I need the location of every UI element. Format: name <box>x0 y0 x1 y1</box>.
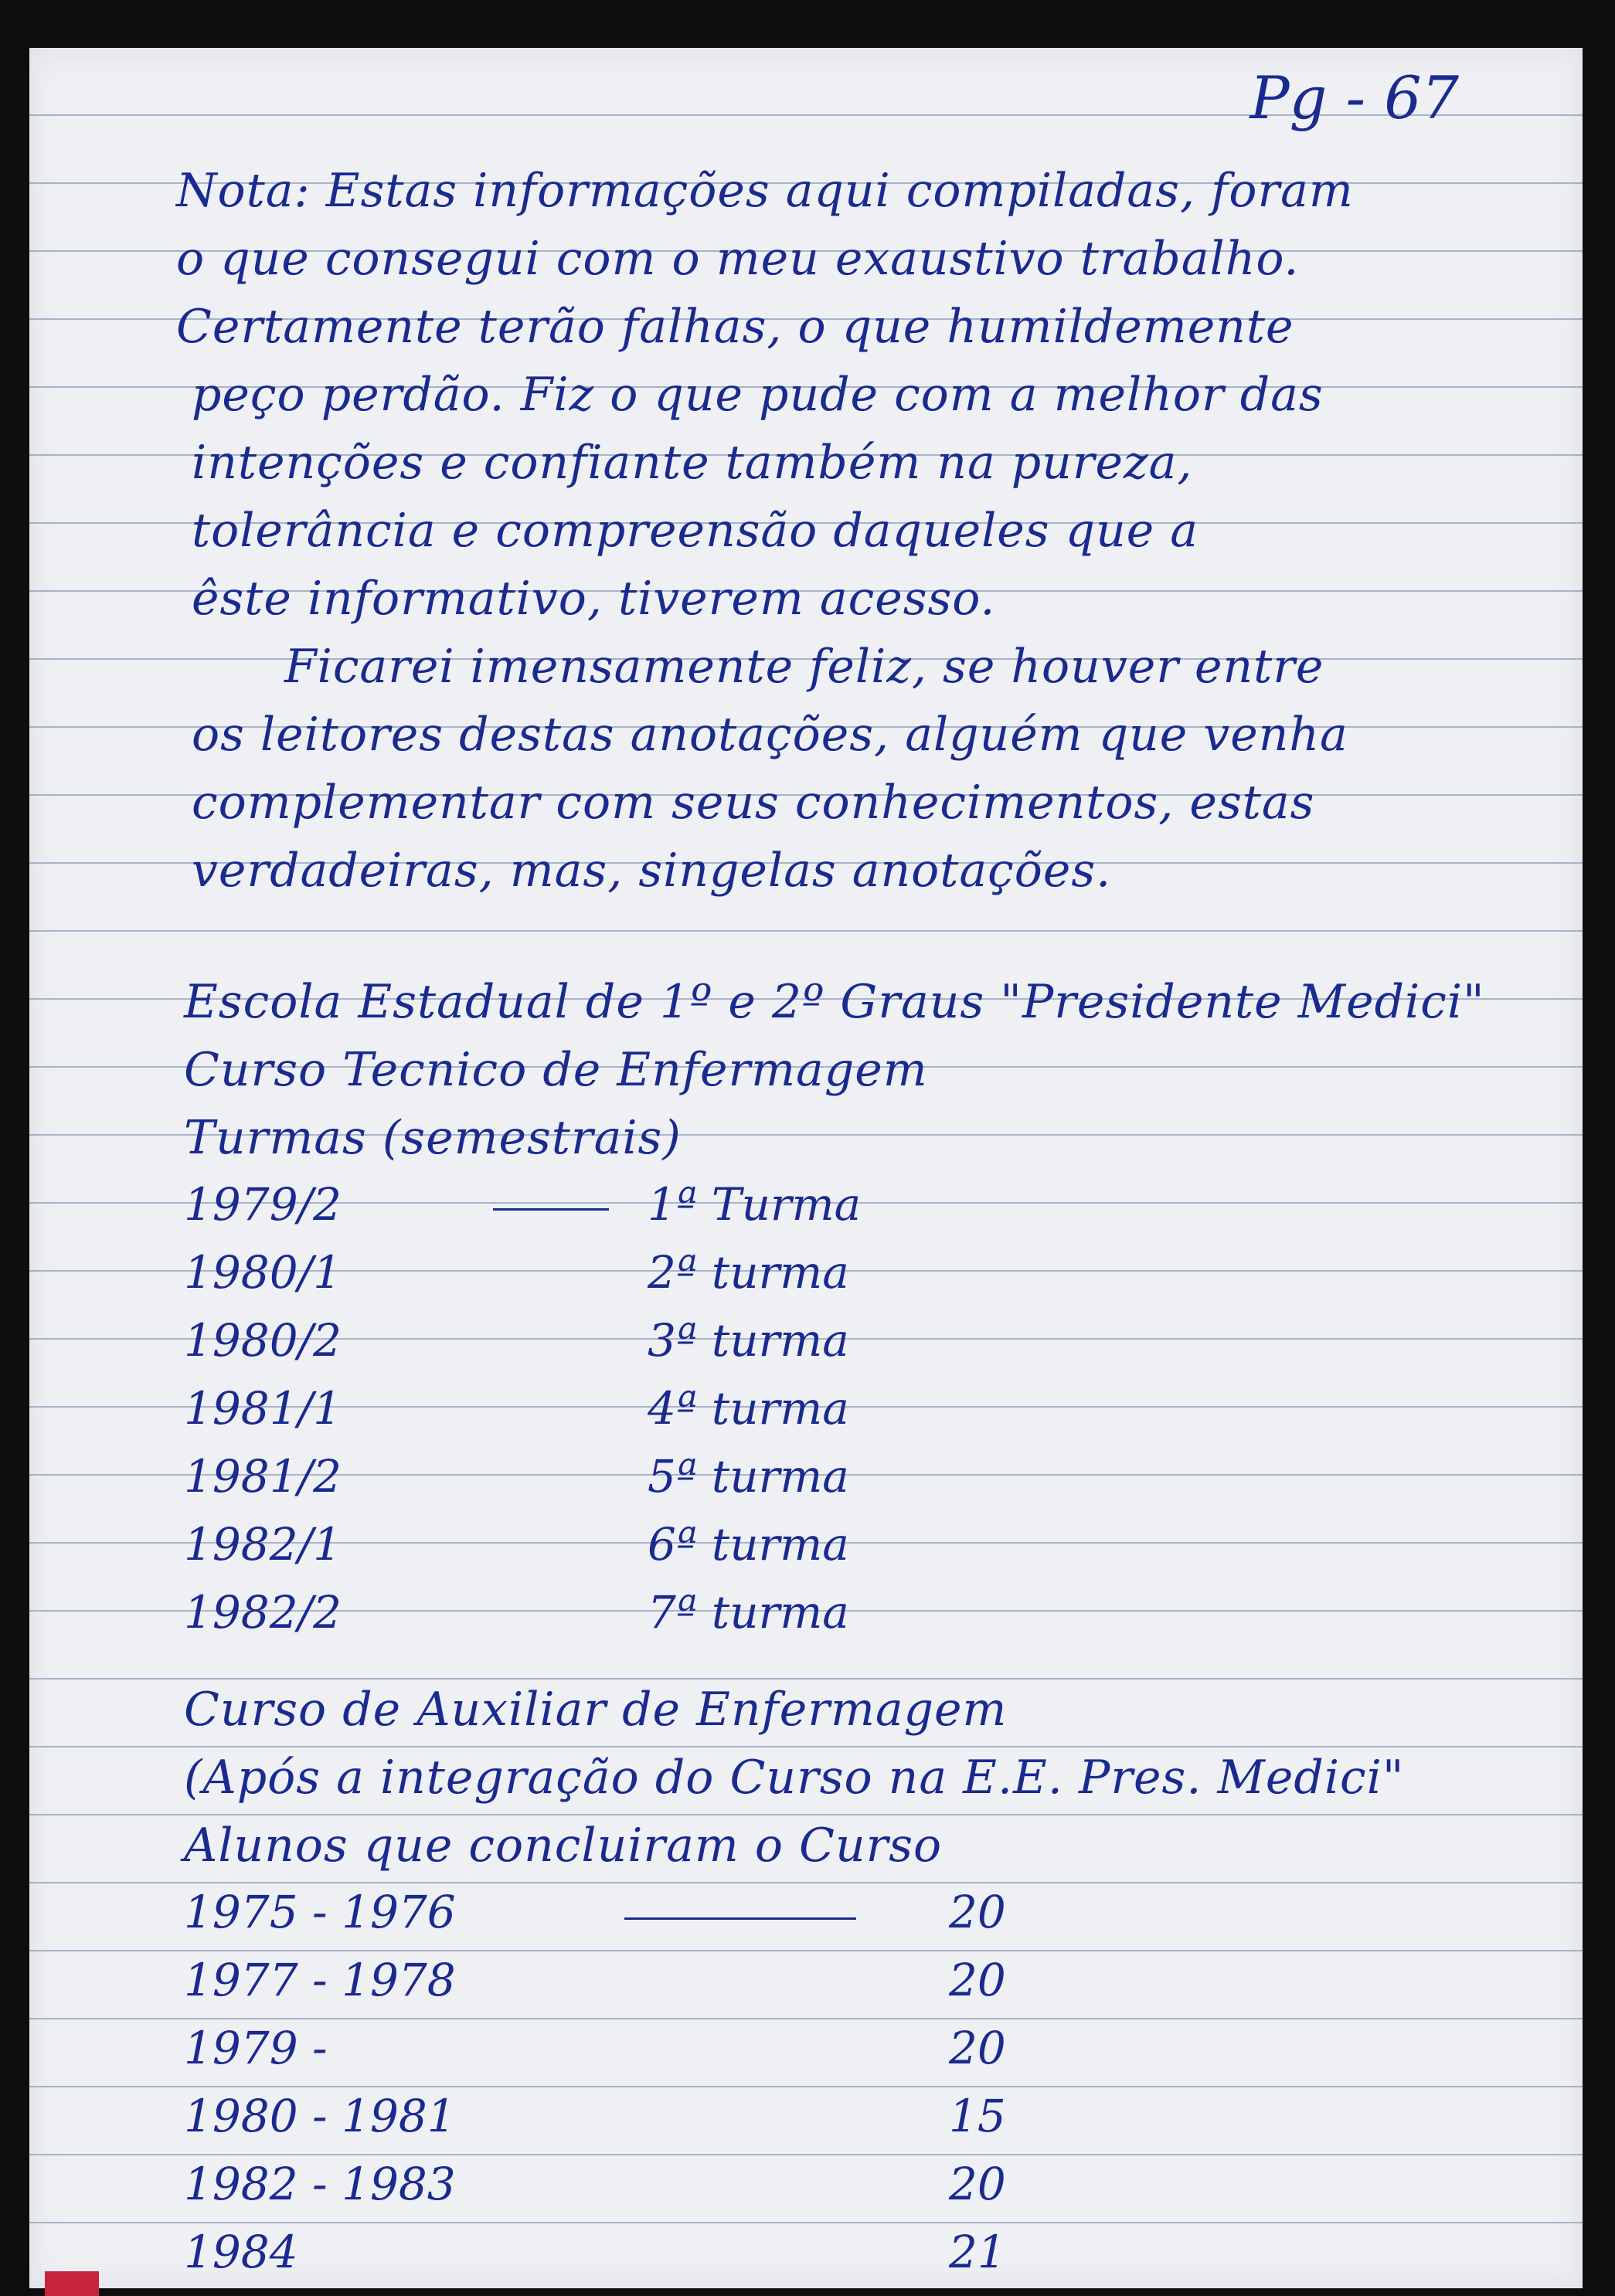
turma-label: 3ª turma <box>648 1314 849 1367</box>
alunos-count: 20 <box>949 1954 1006 2006</box>
page-number: Pg - 67 <box>1250 63 1459 132</box>
turma-period: 1980/2 <box>184 1314 342 1367</box>
alunos-years: 1979 - <box>184 2022 328 2074</box>
school-name: Escola Estadual de 1º e 2º Graus "Presidente Medici" <box>184 975 1485 1029</box>
alunos-count: 20 <box>949 2022 1006 2074</box>
alunos-heading: Alunos que concluiram o Curso <box>184 1819 943 1873</box>
red-binding-mark <box>45 2271 99 2296</box>
turma-label: 1ª Turma <box>648 1178 862 1231</box>
dash-line <box>624 1917 856 1920</box>
note-line: tolerância e compreensão daqueles que a <box>192 504 1199 558</box>
auxiliar-subtitle: (Após a integração do Curso na E.E. Pres. Medici" <box>184 1751 1405 1805</box>
turma-period: 1982/2 <box>184 1586 342 1639</box>
turma-period: 1982/1 <box>184 1518 342 1571</box>
note-line: peço perdão. Fiz o que pude com a melhor das <box>192 368 1324 422</box>
note-line: o que consegui com o meu exaustivo trabalho. <box>176 232 1300 286</box>
alunos-years: 1977 - 1978 <box>184 1954 456 2006</box>
turma-period: 1981/1 <box>184 1382 342 1435</box>
turmas-heading: Turmas (semestrais) <box>184 1111 682 1165</box>
alunos-years: 1982 - 1983 <box>184 2158 456 2210</box>
alunos-years: 1984 <box>184 2226 298 2278</box>
note-line: êste informativo, tiverem acesso. <box>192 572 996 626</box>
turma-period: 1979/2 <box>184 1178 342 1231</box>
note-line: Ficarei imensamente feliz, se houver entre <box>284 640 1324 694</box>
turma-label: 6ª turma <box>648 1518 849 1571</box>
alunos-count: 20 <box>949 1886 1006 1938</box>
notebook-page <box>29 48 1583 2288</box>
turma-period: 1980/1 <box>184 1246 342 1299</box>
alunos-count: 20 <box>949 2158 1006 2210</box>
alunos-count: 15 <box>949 2090 1006 2142</box>
alunos-count: 21 <box>949 2226 1006 2278</box>
turma-period: 1981/2 <box>184 1450 342 1503</box>
note-line: Certamente terão falhas, o que humildemente <box>176 300 1294 354</box>
turma-label: 4ª turma <box>648 1382 849 1435</box>
turma-label: 5ª turma <box>648 1450 849 1503</box>
note-line: Nota: Estas informações aqui compiladas, foram <box>176 164 1354 218</box>
dash-line <box>493 1208 609 1211</box>
turma-label: 2ª turma <box>648 1246 849 1299</box>
course-title: Curso Tecnico de Enfermagem <box>184 1043 928 1097</box>
alunos-years: 1980 - 1981 <box>184 2090 456 2142</box>
auxiliar-title: Curso de Auxiliar de Enfermagem <box>184 1683 1008 1737</box>
note-line: complementar com seus conhecimentos, estas <box>192 776 1315 830</box>
alunos-years: 1975 - 1976 <box>184 1886 456 1938</box>
note-line: os leitores destas anotações, alguém que venha <box>192 708 1348 762</box>
note-line: verdadeiras, mas, singelas anotações. <box>192 844 1112 898</box>
note-line: intenções e confiante também na pureza, <box>192 436 1193 490</box>
turma-label: 7ª turma <box>648 1586 849 1639</box>
